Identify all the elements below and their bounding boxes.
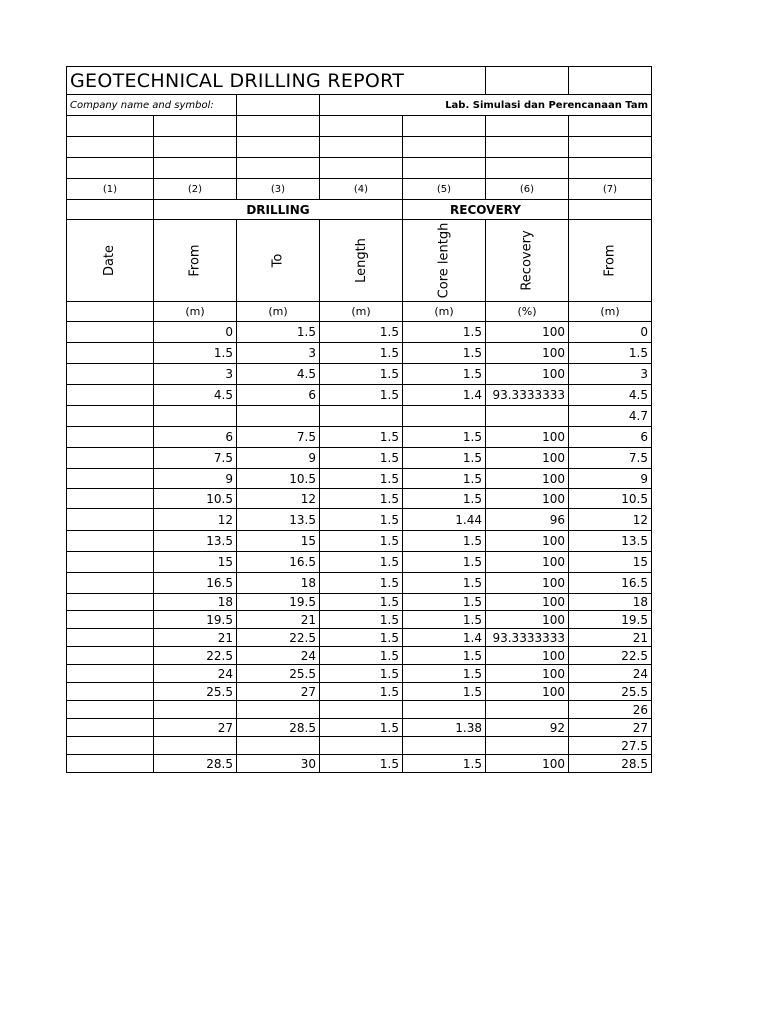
table-cell[interactable]: 24 bbox=[237, 647, 320, 665]
table-cell[interactable] bbox=[67, 629, 154, 647]
cell[interactable] bbox=[154, 137, 237, 158]
drilling-report-table bbox=[66, 66, 652, 773]
unit-cell: (m) bbox=[320, 302, 403, 322]
cell[interactable] bbox=[569, 116, 652, 137]
header-label: From bbox=[187, 244, 203, 277]
header-from bbox=[154, 220, 237, 302]
table-row bbox=[67, 629, 652, 647]
table-cell[interactable]: 1.5 bbox=[403, 647, 486, 665]
header-label: From bbox=[602, 244, 618, 277]
cell[interactable] bbox=[569, 137, 652, 158]
table-cell[interactable]: 1.5 bbox=[320, 322, 403, 343]
table-cell[interactable]: 1.5 bbox=[320, 509, 403, 531]
table-cell[interactable]: 22.5 bbox=[569, 647, 652, 665]
table-cell[interactable]: 12 bbox=[154, 509, 237, 531]
table-cell[interactable]: 100 bbox=[486, 531, 569, 552]
table-cell[interactable]: 100 bbox=[486, 489, 569, 509]
table-cell[interactable]: 1.5 bbox=[403, 594, 486, 611]
cell[interactable] bbox=[320, 116, 403, 137]
table-cell[interactable]: 1.5 bbox=[320, 364, 403, 385]
table-cell[interactable] bbox=[67, 552, 154, 573]
table-cell[interactable] bbox=[67, 737, 154, 755]
table-cell[interactable]: 100 bbox=[486, 755, 569, 773]
table-cell[interactable]: 1.5 bbox=[569, 343, 652, 364]
table-cell[interactable]: 27 bbox=[569, 719, 652, 737]
cell[interactable] bbox=[403, 137, 486, 158]
table-cell[interactable]: 7.5 bbox=[154, 448, 237, 469]
table-cell[interactable]: 18 bbox=[154, 594, 237, 611]
cell[interactable] bbox=[237, 158, 320, 179]
section-recovery: RECOVERY bbox=[403, 200, 569, 220]
table-cell[interactable]: 12 bbox=[237, 489, 320, 509]
table-cell[interactable]: 16.5 bbox=[154, 573, 237, 594]
table-cell[interactable] bbox=[67, 719, 154, 737]
table-cell[interactable]: 4.5 bbox=[154, 385, 237, 406]
table-cell[interactable]: 0 bbox=[154, 322, 237, 343]
table-row bbox=[67, 364, 652, 385]
table-cell[interactable]: 10.5 bbox=[237, 469, 320, 489]
table-cell[interactable] bbox=[237, 406, 320, 427]
table-cell[interactable] bbox=[67, 611, 154, 629]
table-cell[interactable]: 19.5 bbox=[154, 611, 237, 629]
section-cell-blank[interactable] bbox=[569, 200, 652, 220]
table-cell[interactable]: 26 bbox=[569, 701, 652, 719]
column-number: (1) bbox=[67, 179, 154, 200]
table-row bbox=[67, 755, 652, 773]
table-cell[interactable] bbox=[67, 448, 154, 469]
table-cell[interactable] bbox=[154, 737, 237, 755]
table-cell[interactable]: 1.5 bbox=[403, 343, 486, 364]
unit-cell: (m) bbox=[237, 302, 320, 322]
table-cell[interactable] bbox=[237, 701, 320, 719]
table-cell[interactable]: 100 bbox=[486, 322, 569, 343]
table-cell[interactable]: 1.5 bbox=[320, 665, 403, 683]
header-core-length bbox=[403, 220, 486, 302]
table-cell[interactable]: 24 bbox=[569, 665, 652, 683]
table-cell[interactable]: 100 bbox=[486, 427, 569, 448]
table-cell[interactable]: 1.5 bbox=[403, 552, 486, 573]
table-cell[interactable] bbox=[67, 509, 154, 531]
table-cell[interactable]: 100 bbox=[486, 647, 569, 665]
table-row bbox=[67, 509, 652, 531]
section-drilling: DRILLING bbox=[154, 200, 403, 220]
company-cell-3[interactable] bbox=[237, 95, 320, 116]
table-cell[interactable] bbox=[403, 701, 486, 719]
column-number: (2) bbox=[154, 179, 237, 200]
cell[interactable] bbox=[154, 158, 237, 179]
cell[interactable] bbox=[569, 158, 652, 179]
column-number-row bbox=[67, 179, 652, 200]
table-cell[interactable]: 4.5 bbox=[569, 385, 652, 406]
cell[interactable] bbox=[486, 158, 569, 179]
table-cell[interactable]: 100 bbox=[486, 448, 569, 469]
table-cell[interactable]: 1.5 bbox=[320, 719, 403, 737]
header-label: Core lentgh bbox=[436, 222, 452, 299]
table-cell[interactable]: 28.5 bbox=[569, 755, 652, 773]
table-cell[interactable]: 21 bbox=[569, 629, 652, 647]
cell[interactable] bbox=[67, 116, 154, 137]
table-cell[interactable] bbox=[67, 364, 154, 385]
table-cell[interactable]: 25.5 bbox=[237, 665, 320, 683]
cell[interactable] bbox=[403, 158, 486, 179]
table-cell[interactable]: 16.5 bbox=[569, 573, 652, 594]
table-cell[interactable] bbox=[154, 406, 237, 427]
column-number: (4) bbox=[320, 179, 403, 200]
blank-row bbox=[67, 116, 652, 137]
table-cell[interactable]: 6 bbox=[569, 427, 652, 448]
cell[interactable] bbox=[67, 158, 154, 179]
company-label: Company name and symbol: bbox=[67, 95, 237, 116]
table-cell[interactable]: 93.3333333 bbox=[486, 385, 569, 406]
table-row bbox=[67, 343, 652, 364]
table-cell[interactable] bbox=[320, 737, 403, 755]
table-cell[interactable]: 19.5 bbox=[569, 611, 652, 629]
table-cell[interactable]: 1.44 bbox=[403, 509, 486, 531]
table-cell[interactable]: 1.5 bbox=[320, 552, 403, 573]
table-cell[interactable] bbox=[67, 755, 154, 773]
table-cell[interactable]: 1.5 bbox=[403, 469, 486, 489]
table-row bbox=[67, 489, 652, 509]
table-cell[interactable] bbox=[403, 406, 486, 427]
cell[interactable] bbox=[237, 137, 320, 158]
table-cell[interactable]: 100 bbox=[486, 343, 569, 364]
table-cell[interactable]: 1.5 bbox=[237, 322, 320, 343]
table-row bbox=[67, 448, 652, 469]
table-cell[interactable]: 24 bbox=[154, 665, 237, 683]
header-from-2 bbox=[569, 220, 652, 302]
table-cell[interactable]: 13.5 bbox=[569, 531, 652, 552]
section-row bbox=[67, 200, 652, 220]
cell[interactable] bbox=[486, 137, 569, 158]
cell[interactable] bbox=[154, 116, 237, 137]
table-cell[interactable] bbox=[67, 427, 154, 448]
table-cell[interactable]: 18 bbox=[237, 573, 320, 594]
table-cell[interactable]: 0 bbox=[569, 322, 652, 343]
table-cell[interactable]: 27 bbox=[237, 683, 320, 701]
table-cell[interactable]: 7.5 bbox=[569, 448, 652, 469]
table-cell[interactable]: 100 bbox=[486, 683, 569, 701]
header-label: Length bbox=[353, 238, 369, 283]
cell[interactable] bbox=[320, 137, 403, 158]
table-cell[interactable] bbox=[67, 594, 154, 611]
table-cell[interactable]: 1.5 bbox=[154, 343, 237, 364]
table-cell[interactable]: 19.5 bbox=[237, 594, 320, 611]
table-cell[interactable]: 10.5 bbox=[569, 489, 652, 509]
table-cell[interactable]: 6 bbox=[237, 385, 320, 406]
lab-name: Lab. Simulasi dan Perencanaan Tam bbox=[320, 95, 652, 116]
table-row bbox=[67, 737, 652, 755]
table-row bbox=[67, 552, 652, 573]
table-cell[interactable]: 100 bbox=[486, 469, 569, 489]
table-cell[interactable]: 27 bbox=[154, 719, 237, 737]
table-cell[interactable]: 100 bbox=[486, 573, 569, 594]
table-cell[interactable] bbox=[237, 737, 320, 755]
table-cell[interactable] bbox=[67, 469, 154, 489]
table-cell[interactable]: 1.5 bbox=[403, 489, 486, 509]
table-cell[interactable]: 22.5 bbox=[237, 629, 320, 647]
table-cell[interactable] bbox=[67, 683, 154, 701]
company-row bbox=[67, 95, 652, 116]
table-cell[interactable]: 25.5 bbox=[154, 683, 237, 701]
table-cell[interactable] bbox=[320, 406, 403, 427]
unit-cell bbox=[67, 302, 154, 322]
table-cell[interactable]: 12 bbox=[569, 509, 652, 531]
table-row bbox=[67, 469, 652, 489]
table-cell[interactable]: 1.5 bbox=[320, 489, 403, 509]
table-cell[interactable]: 3 bbox=[237, 343, 320, 364]
table-cell[interactable]: 1.5 bbox=[403, 427, 486, 448]
table-cell[interactable]: 1.5 bbox=[320, 594, 403, 611]
table-cell[interactable]: 25.5 bbox=[569, 683, 652, 701]
table-cell[interactable]: 16.5 bbox=[237, 552, 320, 573]
unit-cell: (m) bbox=[403, 302, 486, 322]
table-cell[interactable]: 30 bbox=[237, 755, 320, 773]
table-cell[interactable]: 4.7 bbox=[569, 406, 652, 427]
table-cell[interactable]: 1.5 bbox=[320, 343, 403, 364]
table-cell[interactable] bbox=[67, 322, 154, 343]
table-cell[interactable]: 100 bbox=[486, 364, 569, 385]
table-cell[interactable]: 3 bbox=[154, 364, 237, 385]
table-cell[interactable]: 100 bbox=[486, 594, 569, 611]
table-cell[interactable]: 18 bbox=[569, 594, 652, 611]
blank-row bbox=[67, 158, 652, 179]
table-cell[interactable]: 1.5 bbox=[320, 427, 403, 448]
table-cell[interactable] bbox=[67, 489, 154, 509]
table-cell[interactable]: 15 bbox=[237, 531, 320, 552]
table-cell[interactable] bbox=[320, 701, 403, 719]
table-cell[interactable]: 3 bbox=[569, 364, 652, 385]
unit-cell: (m) bbox=[154, 302, 237, 322]
table-cell[interactable]: 1.4 bbox=[403, 629, 486, 647]
table-cell[interactable]: 1.5 bbox=[403, 364, 486, 385]
table-cell[interactable]: 1.38 bbox=[403, 719, 486, 737]
header-label: To bbox=[270, 253, 286, 268]
table-cell[interactable]: 1.4 bbox=[403, 385, 486, 406]
table-cell[interactable]: 1.5 bbox=[320, 647, 403, 665]
table-cell[interactable] bbox=[403, 737, 486, 755]
table-cell[interactable] bbox=[486, 406, 569, 427]
table-cell[interactable]: 1.5 bbox=[403, 448, 486, 469]
cell[interactable] bbox=[320, 158, 403, 179]
table-cell[interactable] bbox=[486, 701, 569, 719]
table-row bbox=[67, 701, 652, 719]
table-row bbox=[67, 647, 652, 665]
title-row bbox=[67, 67, 652, 95]
table-cell[interactable]: 1.5 bbox=[320, 469, 403, 489]
section-cell-blank[interactable] bbox=[67, 200, 154, 220]
header-label: Recovery bbox=[519, 230, 535, 291]
table-row bbox=[67, 611, 652, 629]
table-row bbox=[67, 719, 652, 737]
table-row bbox=[67, 665, 652, 683]
table-cell[interactable]: 1.5 bbox=[320, 629, 403, 647]
report-title: GEOTECHNICAL DRILLING REPORT bbox=[67, 67, 403, 95]
column-number: (5) bbox=[403, 179, 486, 200]
table-cell[interactable]: 100 bbox=[486, 611, 569, 629]
unit-cell: (%) bbox=[486, 302, 569, 322]
table-cell[interactable] bbox=[154, 701, 237, 719]
table-cell[interactable]: 9 bbox=[154, 469, 237, 489]
table-cell[interactable]: 1.5 bbox=[320, 755, 403, 773]
table-cell[interactable]: 1.5 bbox=[320, 611, 403, 629]
table-cell[interactable]: 9 bbox=[569, 469, 652, 489]
header-to bbox=[237, 220, 320, 302]
table-cell[interactable]: 1.5 bbox=[320, 385, 403, 406]
cell[interactable] bbox=[486, 116, 569, 137]
table-cell[interactable]: 1.5 bbox=[403, 665, 486, 683]
header-label: Date bbox=[102, 244, 118, 277]
table-cell[interactable]: 4.5 bbox=[237, 364, 320, 385]
table-row bbox=[67, 427, 652, 448]
column-number: (3) bbox=[237, 179, 320, 200]
table-cell[interactable]: 15 bbox=[569, 552, 652, 573]
cell[interactable] bbox=[403, 116, 486, 137]
table-cell[interactable]: 28.5 bbox=[154, 755, 237, 773]
table-cell[interactable]: 96 bbox=[486, 509, 569, 531]
blank-row bbox=[67, 137, 652, 158]
table-cell[interactable] bbox=[67, 343, 154, 364]
table-cell[interactable] bbox=[67, 385, 154, 406]
title-cell-5[interactable] bbox=[403, 67, 486, 95]
table-cell[interactable]: 1.5 bbox=[403, 755, 486, 773]
column-number: (6) bbox=[486, 179, 569, 200]
table-row bbox=[67, 531, 652, 552]
table-cell[interactable] bbox=[67, 406, 154, 427]
table-cell[interactable]: 28.5 bbox=[237, 719, 320, 737]
table-cell[interactable]: 7.5 bbox=[237, 427, 320, 448]
title-cell-6[interactable] bbox=[486, 67, 569, 95]
table-cell[interactable]: 92 bbox=[486, 719, 569, 737]
table-cell[interactable]: 10.5 bbox=[154, 489, 237, 509]
table-cell[interactable]: 15 bbox=[154, 552, 237, 573]
table-cell[interactable]: 1.5 bbox=[403, 611, 486, 629]
table-row bbox=[67, 573, 652, 594]
table-cell[interactable]: 1.5 bbox=[320, 683, 403, 701]
unit-cell: (m) bbox=[569, 302, 652, 322]
table-row bbox=[67, 406, 652, 427]
table-row bbox=[67, 594, 652, 611]
table-cell[interactable]: 1.5 bbox=[403, 322, 486, 343]
table-cell[interactable]: 22.5 bbox=[154, 647, 237, 665]
header-recovery bbox=[486, 220, 569, 302]
table-cell[interactable]: 21 bbox=[154, 629, 237, 647]
cell[interactable] bbox=[67, 137, 154, 158]
table-cell[interactable]: 100 bbox=[486, 665, 569, 683]
table-cell[interactable]: 27.5 bbox=[569, 737, 652, 755]
title-cell-7[interactable] bbox=[569, 67, 652, 95]
table-cell[interactable]: 13.5 bbox=[154, 531, 237, 552]
table-cell[interactable]: 1.5 bbox=[320, 448, 403, 469]
table-cell[interactable] bbox=[67, 647, 154, 665]
header-length bbox=[320, 220, 403, 302]
table-cell[interactable]: 13.5 bbox=[237, 509, 320, 531]
table-cell[interactable]: 1.5 bbox=[403, 573, 486, 594]
column-number: (7) bbox=[569, 179, 652, 200]
table-cell[interactable] bbox=[67, 573, 154, 594]
header-date bbox=[67, 220, 154, 302]
table-cell[interactable] bbox=[67, 665, 154, 683]
table-cell[interactable] bbox=[486, 737, 569, 755]
table-row bbox=[67, 385, 652, 406]
table-cell[interactable]: 9 bbox=[237, 448, 320, 469]
column-header-row bbox=[67, 220, 652, 302]
table-cell[interactable]: 1.5 bbox=[403, 531, 486, 552]
table-row bbox=[67, 322, 652, 343]
table-cell[interactable]: 21 bbox=[237, 611, 320, 629]
table-cell[interactable]: 93.3333333 bbox=[486, 629, 569, 647]
table-cell[interactable]: 1.5 bbox=[403, 683, 486, 701]
table-cell[interactable] bbox=[67, 701, 154, 719]
cell[interactable] bbox=[237, 116, 320, 137]
table-cell[interactable]: 6 bbox=[154, 427, 237, 448]
table-cell[interactable]: 1.5 bbox=[320, 531, 403, 552]
table-row bbox=[67, 683, 652, 701]
table-cell[interactable]: 100 bbox=[486, 552, 569, 573]
table-cell[interactable]: 1.5 bbox=[320, 573, 403, 594]
unit-row bbox=[67, 302, 652, 322]
table-cell[interactable] bbox=[67, 531, 154, 552]
